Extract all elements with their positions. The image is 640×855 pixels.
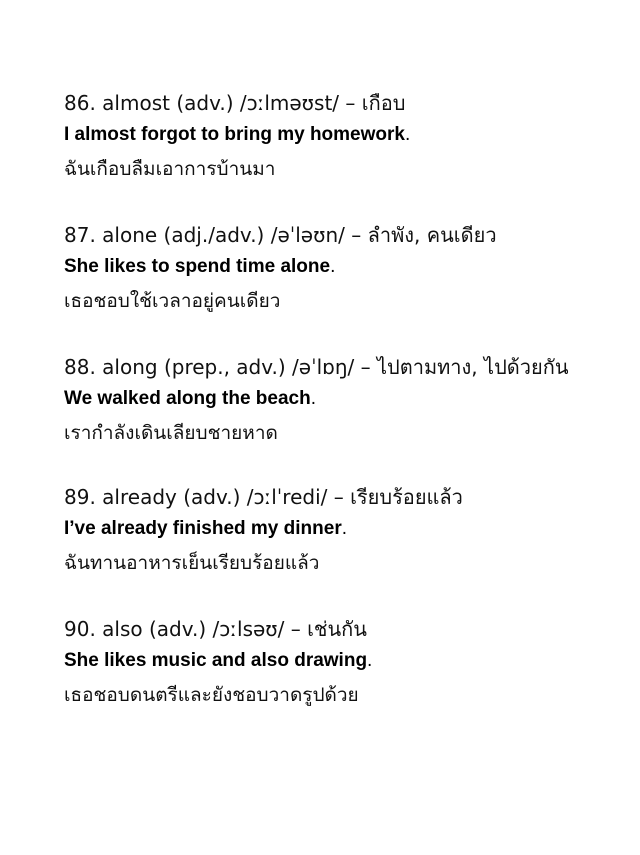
example-sentence [64,252,600,282]
example-punctuation: . [330,256,336,277]
example-punctuation: . [367,650,373,671]
example-sentence [64,120,600,150]
example-text: We walked along the beach [64,388,311,409]
headword: 88. along (prep., adv.) /əˈlɒŋ/ – ไปตามทาง, ไปด้วยกัน [64,355,569,379]
headword: 89. already (adv.) /ɔːlˈredi/ – เรียบร้อยแล้ว [64,485,463,509]
example-text: She likes to spend time alone [64,256,331,277]
example-text: She likes music and also drawing [64,650,368,671]
vocab-entry-86 [64,88,600,184]
thai-translation: ฉันเกือบลืมเอาการบ้านมา [64,158,276,180]
vocab-entry-87 [64,220,600,316]
thai-translation: ฉันทานอาหารเย็นเรียบร้อยแล้ว [64,552,320,574]
headword: 86. almost (adv.) /ɔːlməʊst/ – เกือบ [64,91,406,115]
example-sentence [64,514,600,544]
example-punctuation: . [341,518,347,539]
example-text: I almost forgot to bring my homework [64,124,405,145]
headword: 90. also (adv.) /ɔːlsəʊ/ – เช่นกัน [64,617,367,641]
headword: 87. alone (adj./adv.) /əˈləʊn/ – ลำพัง, คนเดียว [64,223,497,247]
example-punctuation: . [310,388,316,409]
example-text: I’ve already finished my dinner [64,518,342,539]
example-sentence [64,384,600,414]
example-sentence [64,646,600,676]
vocab-entry-88 [64,352,600,448]
vocab-entry-89 [64,482,600,578]
thai-translation: เธอชอบดนตรีและยังชอบวาดรูปด้วย [64,684,359,706]
thai-translation: เรากำลังเดินเลียบชายหาด [64,422,278,444]
vocab-entry-90 [64,614,600,710]
thai-translation: เธอชอบใช้เวลาอยู่คนเดียว [64,290,281,312]
example-punctuation: . [404,124,411,145]
